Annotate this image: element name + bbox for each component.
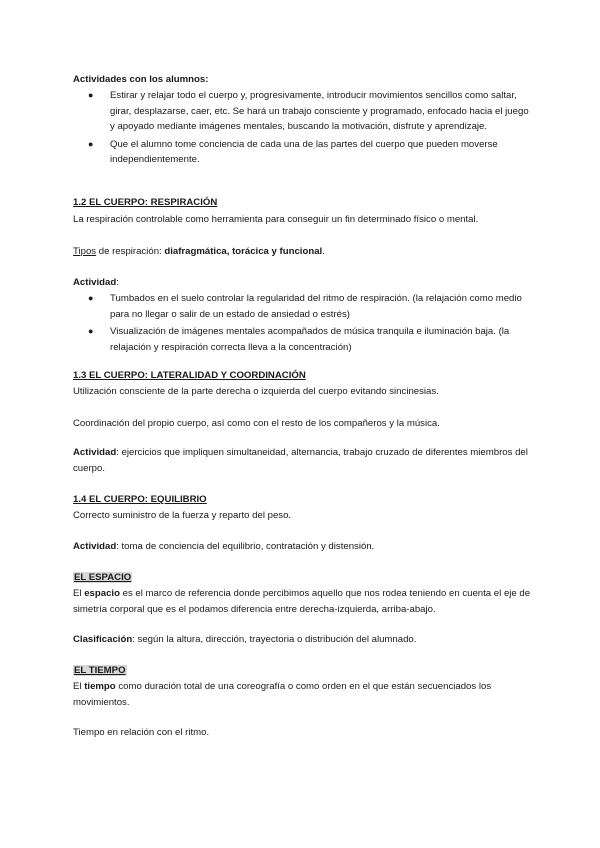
bullet-icon: ● [88, 138, 94, 149]
list-item: ● Estirar y relajar todo el cuerpo y, progresivamente, introducir movimientos sencillos como saltar, girar, desplazarse, caer, etc. Se hará un trabajo consciente y programado, enfocado hacia el juego y apoyado mediante imágenes mentales, buscando la motivación, disfrute y aprendizaje. [88, 90, 529, 132]
paragraph: Coordinación del propio cuerpo, así como con el resto de los compañeros y la música. [73, 418, 440, 429]
paragraph-activity: Actividad: ejercicios que impliquen simultaneidad, alternancia, trabajo cruzado de diferentes miembros del cuerpo. [73, 447, 528, 474]
paragraph: La respiración controlable como herramienta para conseguir un fin determinado físico o mental. [73, 214, 479, 225]
paragraph: Utilización consciente de la parte derecha o izquierda del cuerpo evitando sincinesias. [73, 386, 439, 397]
section-heading-respiracion: 1.2 EL CUERPO: RESPIRACIÓN [73, 197, 218, 208]
list-item: ● Visualización de imágenes mentales acompañados de música tranquila e iluminación baja. (la relajación y respiración correcta lleva a la concentración) [88, 326, 510, 353]
respiration-activity-list [73, 291, 533, 357]
list-item: ● Tumbados en el suelo controlar la regularidad del ritmo de respiración. (la relajación como medio para no llegar o salir de un estado de ansiedad o estrés) [88, 293, 522, 320]
paragraph-tipos: Tipos de respiración: diafragmática, torácica y funcional. [73, 246, 325, 257]
activities-heading: Actividades con los alumnos: [73, 74, 209, 85]
section-heading-espacio: EL ESPACIO [74, 572, 132, 583]
section-heading-equilibrio: 1.4 EL CUERPO: EQUILIBRIO [73, 494, 207, 505]
section-heading-lateralidad: 1.3 EL CUERPO: LATERALIDAD Y COORDINACIÓN [73, 370, 306, 381]
paragraph: Correcto suministro de la fuerza y reparto del peso. [73, 510, 292, 521]
section-heading-tiempo: EL TIEMPO [74, 665, 126, 676]
list-item: ● Que el alumno tome conciencia de cada una de las partes del cuerpo que pueden moverse independientemente. [88, 138, 498, 165]
paragraph-espacio: El espacio es el marco de referencia donde percibimos aquello que nos rodea teniendo en cuenta el eje de simetría corporal que es el podamos diferencia entre derecha-izquierda, arriba-abajo. [73, 588, 531, 615]
paragraph-clasificacion: Clasificación: según la altura, dirección, trayectoria o distribución del alumnado. [73, 634, 417, 645]
paragraph-activity: Actividad: toma de conciencia del equilibrio, contratación y distensión. [73, 541, 375, 552]
paragraph: Tiempo en relación con el ritmo. [73, 727, 210, 738]
activity-label: Actividad: [73, 277, 119, 288]
bullet-icon: ● [88, 293, 94, 303]
activities-list [73, 88, 533, 170]
bullet-icon: ● [88, 90, 94, 100]
bullet-icon: ● [88, 326, 94, 336]
paragraph-tiempo: El tiempo como duración total de una coreografía o como orden en el que están secuenciados los movimientos. [73, 681, 492, 708]
